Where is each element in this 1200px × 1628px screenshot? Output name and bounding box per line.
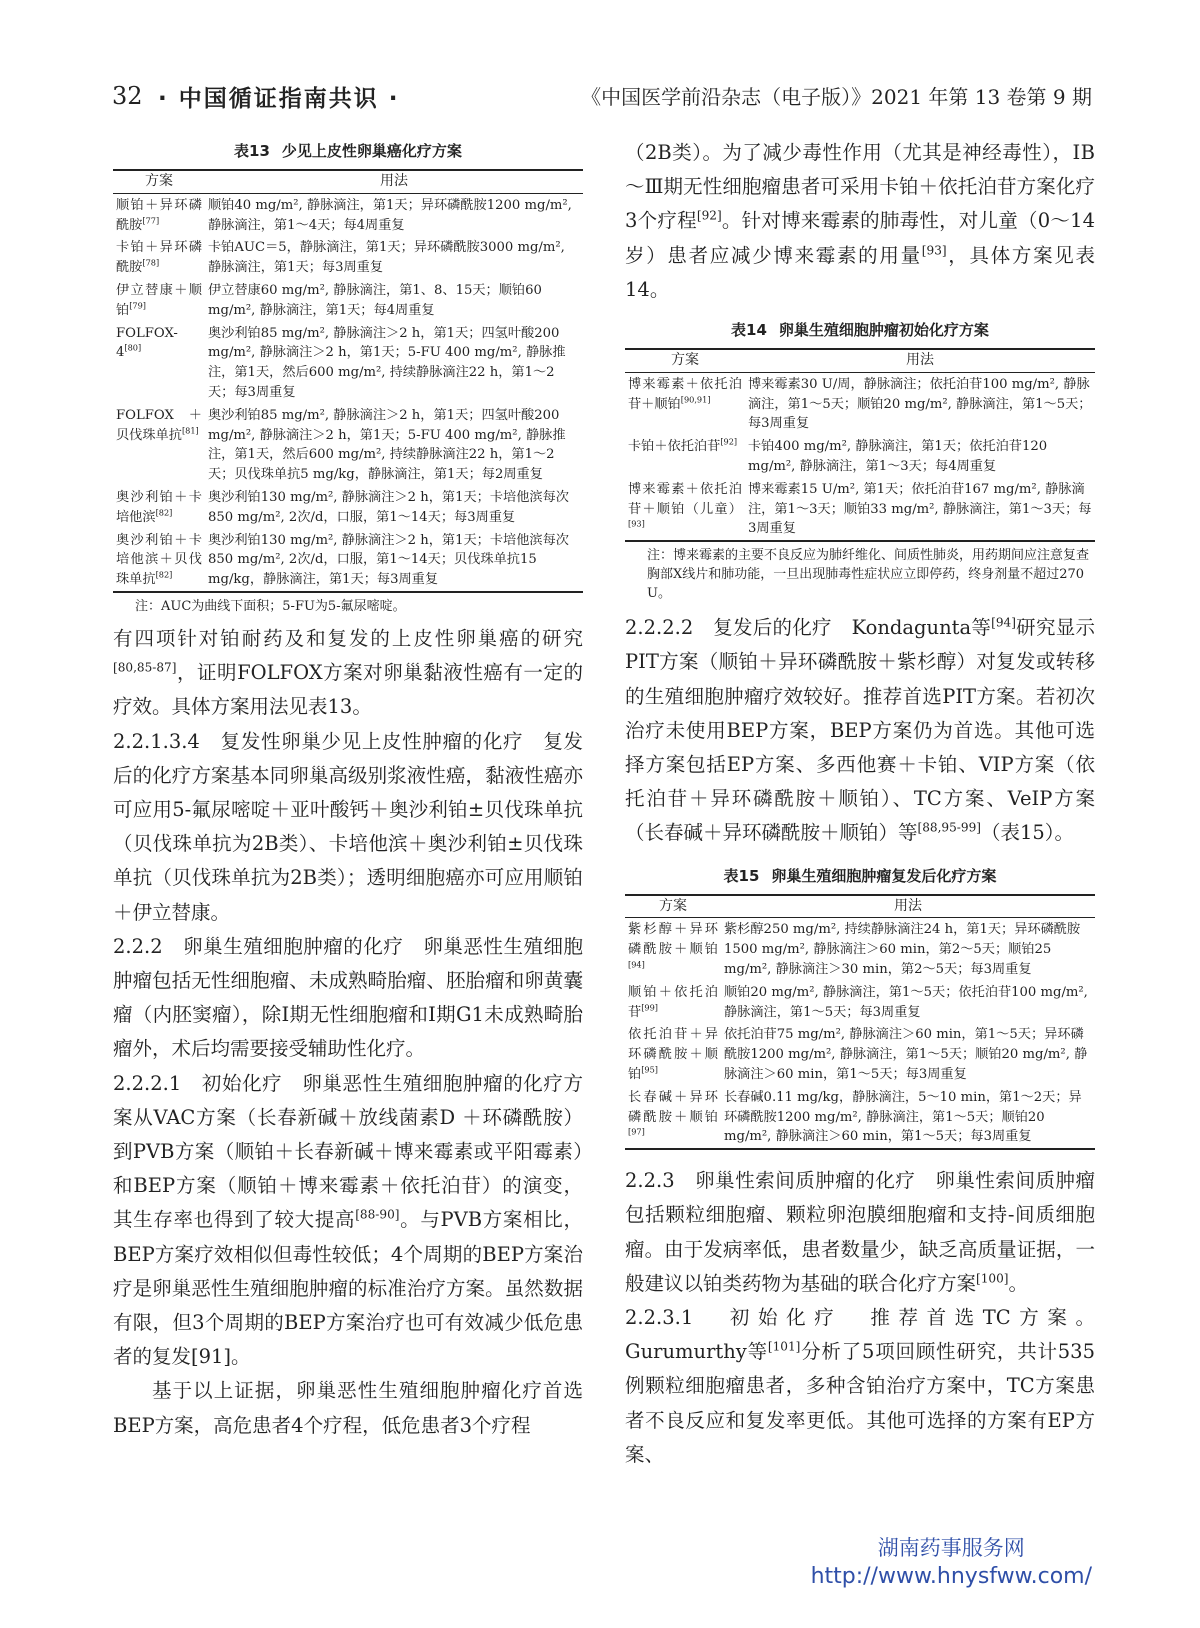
scheme-name: 卡铂＋异环磷酰胺 xyxy=(116,240,202,276)
citation: [82] xyxy=(155,569,173,580)
paragraph-text: 2.2.3.1 初始化疗 推荐首选TC方案。Gurumurthy等 xyxy=(625,1305,1095,1364)
citation: [82] xyxy=(155,507,173,518)
section-title: · 中国循证指南共识 · xyxy=(158,86,400,112)
scheme-cell xyxy=(625,1086,721,1149)
scheme-cell xyxy=(113,236,205,279)
paragraph-text: 2.2.2.2 复发后的化疗 Kondagunta等 xyxy=(625,616,992,640)
citation: [79] xyxy=(129,300,146,311)
column-header-usage: 用法 xyxy=(721,895,1095,918)
usage-cell: 卡铂400 mg/m², 静脉滴注，第1天；依托泊苷120 mg/m², 静脉滴注，第1～3天；每4周重复 xyxy=(748,439,1048,474)
table-row xyxy=(113,279,583,322)
scheme-name: 博来霉素＋依托泊苷＋顺铂 xyxy=(628,376,742,412)
table13-caption xyxy=(113,140,583,161)
citation: [94] xyxy=(991,615,1016,630)
citation: [99] xyxy=(641,1002,658,1013)
usage-cell: 依托泊苷75 mg/m², 静脉滴注＞60 min，第1～5天；异环磷酰胺1200 mg/m², 静脉滴注，第1～5天；顺铂20 mg/m², 静脉滴注＞60 min，第1～5天；每3周重复 xyxy=(724,1027,1088,1082)
scheme-name: 奥沙利铂＋卡培他滨＋贝伐珠单抗 xyxy=(116,532,202,588)
paragraph-text: （2B类）。为了减少毒性作用（尤其是神经毒性），ⅠB～Ⅲ期无性细胞瘤患者可采用卡铂＋依托泊苷方案化疗3个疗程 xyxy=(625,141,1095,233)
column-header-scheme: 方案 xyxy=(113,170,205,193)
usage-cell: 紫杉醇250 mg/m², 持续静脉滴注24 h，第1天；异环磷酰胺1500 mg/m², 静脉滴注＞60 min，第2～5天；顺铂25 mg/m², 静脉滴注＞30 min，第2～5天；每3周重复 xyxy=(724,922,1081,977)
table-header-row xyxy=(625,895,1095,918)
scheme-cell xyxy=(113,404,205,486)
table14-body xyxy=(625,372,1095,541)
usage-cell: 奥沙利铂130 mg/m², 静脉滴注＞2 h，第1天；卡培他滨每次850 mg/m², 2次/d，口服，第1～14天；贝伐珠单抗15 mg/kg，静脉滴注，第1天；每3周重复 xyxy=(208,532,569,588)
paragraph xyxy=(625,1301,1095,1472)
paragraph xyxy=(113,930,583,1067)
paragraph-text: 2.2.2.1 初始化疗 卵巢恶性生殖细胞肿瘤的化疗方案从VAC方案（长春新碱＋放线菌素D ＋环磷酰胺）到PVB方案（顺铂＋长春新碱＋博来霉素或平阳霉素）和BEP方案（顺铂＋博来霉素＋依托泊苷）的演变，其生存率也得到了较大提高 xyxy=(113,1071,583,1232)
paragraph xyxy=(113,1374,583,1442)
column-header-usage: 用法 xyxy=(745,349,1095,372)
page-number: 32 xyxy=(112,82,143,110)
table13-note: 注：AUC为曲线下面积；5-FU为5-氟尿嘧啶。 xyxy=(135,598,406,614)
table-header-row xyxy=(625,349,1095,372)
citation: [94] xyxy=(628,959,645,970)
scheme-name: 顺铂＋依托泊苷 xyxy=(628,984,718,1020)
table-row xyxy=(113,529,583,592)
table15 xyxy=(625,894,1095,1151)
paragraph-text: 基于以上证据，卵巢恶性生殖细胞肿瘤化疗首选BEP方案，高危患者4个疗程，低危患者3个疗程 xyxy=(113,1379,583,1437)
table14-label: 表14 xyxy=(731,321,767,340)
scheme-cell xyxy=(113,322,205,404)
table14-caption xyxy=(625,319,1095,340)
scheme-cell xyxy=(625,918,721,981)
table15-title: 卵巢生殖细胞肿瘤复发后化疗方案 xyxy=(771,866,997,885)
scheme-name: 伊立替康＋顺铂 xyxy=(116,282,202,318)
citation: [100] xyxy=(976,1271,1009,1286)
table15-caption xyxy=(625,865,1095,886)
paragraph-text: 有四项针对铂耐药及和复发的上皮性卵巢癌的研究 xyxy=(113,626,583,650)
scheme-cell xyxy=(625,1023,721,1085)
usage-cell: 博来霉素15 U/m², 第1天；依托泊苷167 mg/m², 静脉滴注，第1～3天；顺铂33 mg/m², 静脉滴注，第1～3天；每3周重复 xyxy=(748,481,1092,537)
scheme-cell xyxy=(113,486,205,529)
scheme-name: FOLFOX-4 xyxy=(116,325,178,361)
watermark-name: 湖南药事服务网 xyxy=(877,1536,1025,1560)
paragraph xyxy=(625,136,1095,307)
column-header-scheme: 方案 xyxy=(625,895,721,918)
right-mid xyxy=(625,611,1095,850)
paragraph-text: ，证明FOLFOX方案对卵巢黏液性癌有一定的疗效。具体方案用法见表13。 xyxy=(113,661,583,719)
paragraph xyxy=(113,622,583,725)
table13 xyxy=(113,169,583,593)
watermark xyxy=(811,1532,1092,1589)
paragraph-text: （表15）。 xyxy=(980,821,1075,845)
paragraph xyxy=(625,611,1095,850)
scheme-name: 长春碱＋异环磷酰胺＋顺铂 xyxy=(628,1089,718,1125)
usage-cell: 卡铂AUC＝5，静脉滴注，第1天；异环磷酰胺3000 mg/m², 静脉滴注，第1天；每3周重复 xyxy=(208,240,565,276)
usage-cell: 奥沙利铂85 mg/m², 静脉滴注＞2 h，第1天；四氢叶酸200 mg/m², 静脉滴注＞2 h，第1天；5-FU 400 mg/m², 静脉推注，第1天，然后600 mg/m², 持续静脉滴注22 h，第1～2天；贝伐珠单抗5 mg/kg，静脉滴注，第1天；每2周重复 xyxy=(208,407,566,483)
table-row xyxy=(625,1086,1095,1149)
table13-title: 少见上皮性卵巢癌化疗方案 xyxy=(281,142,462,160)
column-header-scheme: 方案 xyxy=(625,349,745,372)
watermark-url: http://www.hnysfww.com/ xyxy=(810,1564,1092,1589)
scheme-cell xyxy=(625,372,745,435)
citation: [97] xyxy=(628,1126,645,1137)
table-row xyxy=(625,372,1095,435)
table-row xyxy=(113,404,583,486)
table13-body xyxy=(113,193,583,592)
table14-title: 卵巢生殖细胞肿瘤初始化疗方案 xyxy=(778,321,989,340)
right-column xyxy=(625,136,1095,1472)
paragraph-text: 。与PVB方案相比，BEP方案疗效相似但毒性较低；4个周期的BEP方案治疗是卵巢恶性生殖细胞肿瘤的标准治疗方案。虽然数据有限，但3个周期的BEP方案治疗也可有效减少低危患者的复发[91]。 xyxy=(113,1208,583,1369)
usage-cell: 长春碱0.11 mg/kg，静脉滴注，5～10 min，第1～2天；异环磷酰胺1200 mg/m², 静脉滴注，第1～5天；顺铂20 mg/m², 静脉滴注＞60 min，第1～5天；每3周重复 xyxy=(724,1089,1082,1145)
paragraph-text: 2.2.3 卵巢性索间质肿瘤的化疗 卵巢性索间质肿瘤包括颗粒细胞瘤、颗粒卵泡膜细胞瘤和支持-间质细胞瘤。由于发病率低，患者数量少，缺乏高质量证据，一般建议以铂类药物为基础的联合化疗方案 xyxy=(625,1169,1095,1295)
table-row xyxy=(113,193,583,236)
scheme-name: 奥沙利铂＋卡培他滨 xyxy=(116,489,202,525)
paragraph-text: 研究显示PIT方案（顺铂＋异环磷酰胺＋紫杉醇）对复发或转移的生殖细胞肿瘤疗效较好。推荐首选PIT方案。若初次治疗未使用BEP方案，BEP方案仍为首选。其他可选择方案包括EP方案、多西他赛＋卡铂、VIP方案（依托泊苷＋异环磷酰胺＋顺铂）、TC方案、VeIP方案（长春碱＋异环磷酰胺＋顺铂）等 xyxy=(625,616,1095,845)
table15-body xyxy=(625,918,1095,1149)
citation: [93] xyxy=(628,519,645,529)
citation: [80,85-87] xyxy=(113,660,177,675)
scheme-cell xyxy=(625,435,745,478)
table-row xyxy=(113,236,583,279)
paragraph-text: 。 xyxy=(1008,1271,1029,1295)
table15-label: 表15 xyxy=(723,866,760,885)
usage-cell: 伊立替康60 mg/m², 静脉滴注，第1、8、15天；顺铂60 mg/m², 静脉滴注，第1天；每4周重复 xyxy=(208,282,542,318)
citation: [78] xyxy=(142,257,160,268)
citation: [77] xyxy=(142,215,160,226)
table-row xyxy=(625,478,1095,541)
citation: [88,95-99] xyxy=(917,820,981,835)
citation: [92] xyxy=(720,436,738,447)
column-header-usage: 用法 xyxy=(205,170,583,193)
citation: [95] xyxy=(641,1064,658,1075)
scheme-cell xyxy=(113,529,205,592)
paragraph-text: 。针对博来霉素的肺毒性，对儿童（0～14岁）患者应减少博来霉素的用量 xyxy=(625,209,1095,267)
paragraph-text: 2.2.1.3.4 复发性卵巢少见上皮性肿瘤的化疗 复发后的化疗方案基本同卵巢高级别浆液性癌，黏液性癌亦可应用5-氟尿嘧啶＋亚叶酸钙＋奥沙利铂±贝伐珠单抗（贝伐珠单抗为2B类）、卡培他滨＋奥沙利铂±贝伐珠单抗（贝伐珠单抗为2B类）；透明细胞癌亦可应用顺铂＋伊立替康。 xyxy=(113,729,583,924)
left-body-text xyxy=(113,622,583,1443)
table-header-row xyxy=(113,170,583,193)
paragraph-text: 2.2.2 卵巢生殖细胞肿瘤的化疗 卵巢恶性生殖细胞肿瘤包括无性细胞瘤、未成熟畸胎瘤、胚胎瘤和卵黄囊瘤（内胚窦瘤），除Ⅰ期无性细胞瘤和Ⅰ期G1未成熟畸胎瘤外，术后均需要接受辅助性化疗。 xyxy=(113,934,583,1061)
table13-label: 表13 xyxy=(234,142,270,160)
table-row xyxy=(625,1023,1095,1085)
scheme-cell xyxy=(113,193,205,236)
table14 xyxy=(625,348,1095,542)
scheme-name: 博来霉素＋依托泊苷＋顺铂（儿童） xyxy=(628,481,742,517)
citation: [101] xyxy=(767,1339,801,1354)
citation: [88-90] xyxy=(355,1207,400,1222)
citation: [92] xyxy=(696,208,722,223)
left-column xyxy=(113,136,583,1443)
citation: [80] xyxy=(124,342,142,353)
right-end-text xyxy=(625,1164,1095,1472)
paragraph-text: ，具体方案见表14。 xyxy=(625,243,1095,301)
paragraph-text: 分析了5项回顾性研究，共计535例颗粒细胞瘤患者，多种含铂治疗方案中，TC方案患者不良反应和复发率更低。其他可选择的方案有EP方案、 xyxy=(625,1340,1095,1466)
citation: [81] xyxy=(181,425,199,436)
paragraph xyxy=(113,725,583,930)
right-intro xyxy=(625,136,1095,307)
scheme-name: 卡铂＋依托泊苷 xyxy=(628,439,721,455)
citation: [90,91] xyxy=(680,394,711,405)
usage-cell: 顺铂20 mg/m², 静脉滴注，第1～5天；依托泊苷100 mg/m², 静脉滴注，第1～5天；每3周重复 xyxy=(724,984,1088,1020)
table14-note: 注：博来霉素的主要不良反应为肺纤维化、间质性肺炎，用药期间应注意复查胸部X线片和肺功能，一旦出现肺毒性症状应立即停药，终身剂量不超过270 U。 xyxy=(647,548,1090,602)
table-row xyxy=(113,486,583,529)
usage-cell: 奥沙利铂130 mg/m², 静脉滴注＞2 h，第1天；卡培他滨每次850 mg/m², 2次/d，口服，第1～14天；每3周重复 xyxy=(208,489,569,525)
page-header xyxy=(112,78,1092,118)
paragraph xyxy=(625,1164,1095,1301)
table-row xyxy=(113,322,583,404)
scheme-cell xyxy=(113,279,205,322)
table-row xyxy=(625,918,1095,981)
citation: [93] xyxy=(921,243,947,258)
paragraph xyxy=(113,1067,583,1375)
table-row xyxy=(625,435,1095,478)
scheme-name: 紫杉醇＋异环磷酰胺＋顺铂 xyxy=(628,922,718,958)
journal-title: 《中国医学前沿杂志（电子版）》2021 年第 13 卷第 9 期 xyxy=(581,85,1092,109)
scheme-name: 顺铂＋异环磷酰胺 xyxy=(116,197,202,233)
scheme-cell xyxy=(625,478,745,541)
usage-cell: 奥沙利铂85 mg/m², 静脉滴注＞2 h，第1天；四氢叶酸200 mg/m², 静脉滴注＞2 h，第1天；5-FU 400 mg/m², 静脉推注，第1天，然后600 mg/m², 持续静脉滴注22 h，第1～2天；每3周重复 xyxy=(208,325,566,400)
scheme-name: 依托泊苷＋异环磷酰胺＋顺铂 xyxy=(628,1027,718,1082)
scheme-name: FOLFOX ＋贝伐珠单抗 xyxy=(116,407,202,443)
scheme-cell xyxy=(625,981,721,1024)
usage-cell: 顺铂40 mg/m², 静脉滴注，第1天；异环磷酰胺1200 mg/m², 静脉滴注，第1～4天；每4周重复 xyxy=(208,197,572,233)
table-row xyxy=(625,981,1095,1024)
usage-cell: 博来霉素30 U/周，静脉滴注；依托泊苷100 mg/m², 静脉滴注，第1～5天；顺铂20 mg/m², 静脉滴注，第1～5天；每3周重复 xyxy=(748,376,1092,432)
